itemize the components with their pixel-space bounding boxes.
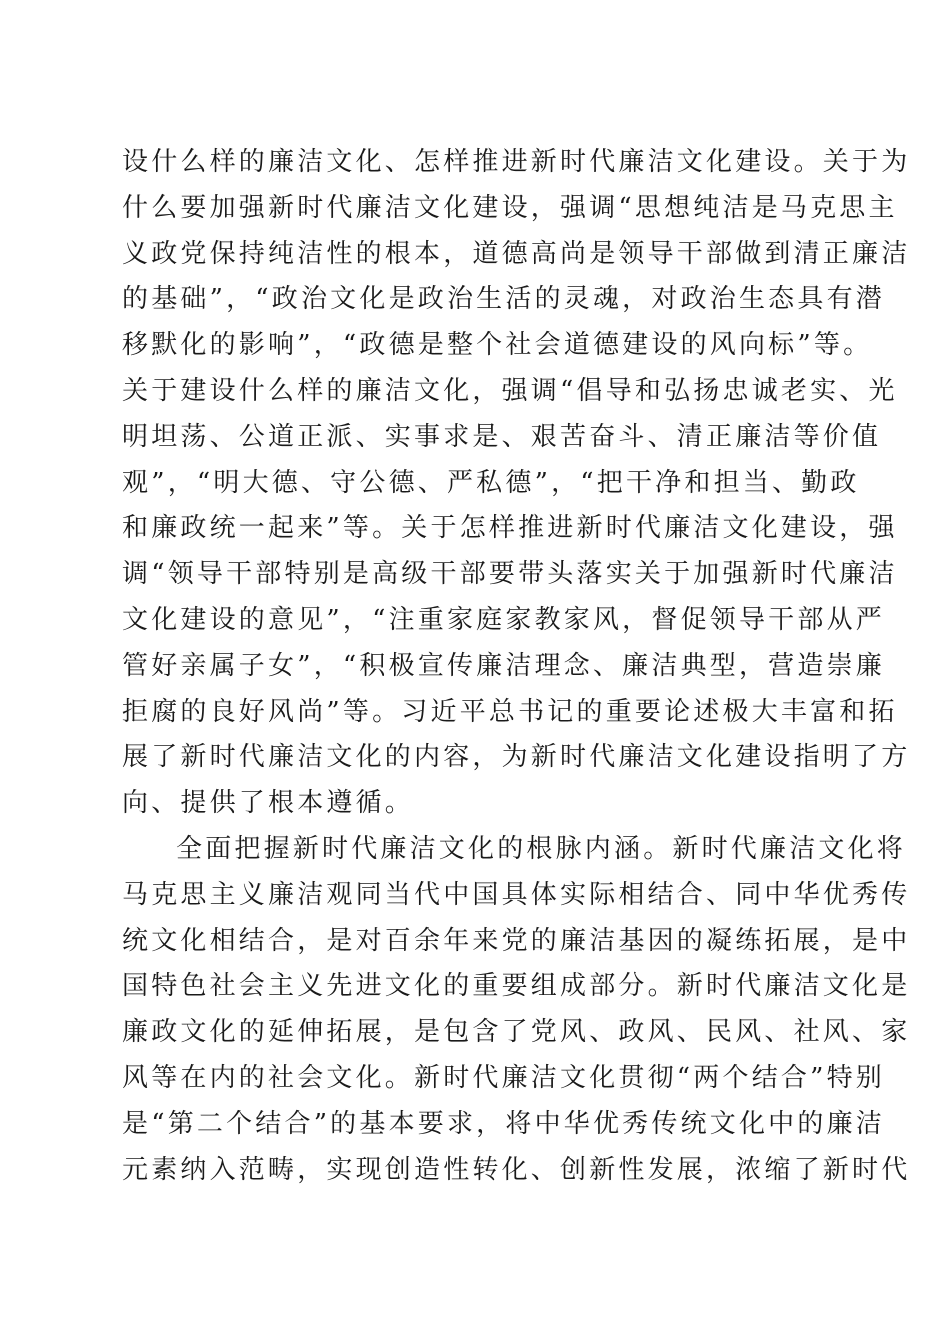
paragraph-first-line: 全面把握新时代廉洁文化的根脉内涵。新时代廉洁文化将 [176, 833, 907, 864]
text-line: 廉政文化的延伸拓展，是包含了党风、政风、民风、社风、家 [122, 1017, 911, 1048]
text-line: 是“第二个结合”的基本要求，将中华优秀传统文化中的廉洁 [122, 1108, 885, 1139]
text-line: 元素纳入范畴，实现创造性转化、创新性发展，浓缩了新时代 [122, 1154, 911, 1185]
text-line: 什么要加强新时代廉洁文化建设，强调“思想纯洁是马克思主 [122, 192, 898, 223]
text-line: 移默化的影响”，“政德是整个社会道德建设的风向标”等。 [122, 330, 873, 361]
text-line: 设什么样的廉洁文化、怎样推进新时代廉洁文化建设。关于为 [122, 147, 911, 177]
text-line: 统文化相结合，是对百余年来党的廉洁基因的凝练拓展，是中 [122, 925, 911, 956]
text-line: 马克思主义廉洁观同当代中国具体实际相结合、同中华优秀传 [122, 879, 911, 910]
text-line: 和廉政统一起来”等。关于怎样推进新时代廉洁文化建设，强 [122, 513, 898, 544]
text-line: 拒腐的良好风尚”等。习近平总书记的重要论述极大丰富和拓 [122, 696, 898, 727]
text-line: 管好亲属子女”，“积极宣传廉洁理念、廉洁典型，营造崇廉 [122, 650, 885, 681]
text-line: 关于建设什么样的廉洁文化，强调“倡导和弘扬忠诚老实、光 [122, 375, 898, 406]
text-line: 展了新时代廉洁文化的内容，为新时代廉洁文化建设指明了方 [122, 742, 911, 773]
text-line: 调“领导干部特别是高级干部要带头落实关于加强新时代廉洁 [122, 559, 898, 590]
text-line: 的基础”，“政治文化是政治生活的灵魂，对政治生态具有潜 [122, 284, 885, 315]
text-line: 风等在内的社会文化。新时代廉洁文化贯彻“两个结合”特别 [122, 1062, 885, 1093]
text-line: 国特色社会主义先进文化的重要组成部分。新时代廉洁文化是 [122, 971, 911, 1002]
text-line: 向、提供了根本遵循。 [122, 788, 415, 819]
body-text [122, 140, 911, 1193]
text-line: 文化建设的意见”，“注重家庭家教家风，督促领导干部从严 [122, 604, 885, 635]
text-line: 义政党保持纯洁性的根本，道德高尚是领导干部做到清正廉洁 [122, 238, 911, 269]
text-line: 明坦荡、公道正派、实事求是、艰苦奋斗、清正廉洁等价值 [122, 421, 882, 452]
text-line: 观”，“明大德、守公德、严私德”，“把干净和担当、勤政 [122, 467, 860, 498]
